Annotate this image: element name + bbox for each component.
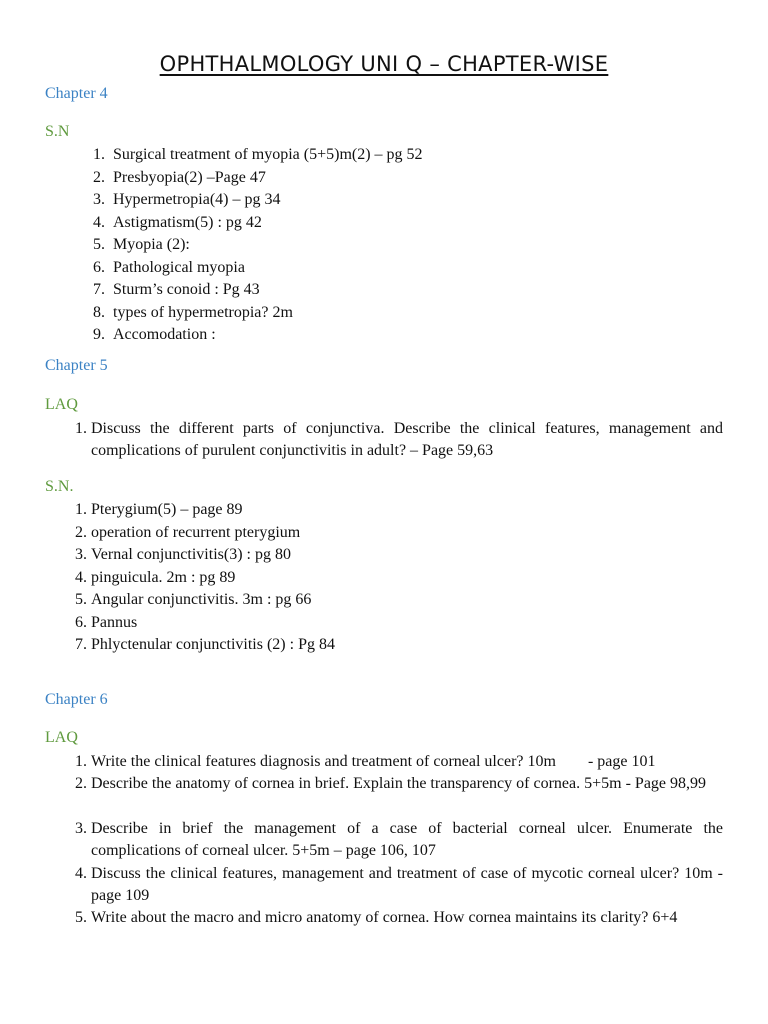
list-item: Accomodation : xyxy=(113,326,216,343)
list-number: 4. xyxy=(75,568,87,586)
list-number: 4. xyxy=(75,865,87,882)
list-number: 3. xyxy=(75,820,87,837)
list-number: 5. xyxy=(75,591,87,608)
list-item: Myopia (2): xyxy=(113,236,190,253)
list-number: 3. xyxy=(93,191,105,208)
list-item: Pannus xyxy=(91,613,138,631)
list-item: Sturm’s conoid : Pg 43 xyxy=(113,281,260,298)
list-number: 9. xyxy=(93,326,105,343)
list-item: Pathological myopia xyxy=(113,258,245,276)
list-number: 2. xyxy=(75,523,87,541)
laq-question: Discuss the different parts of conjunctiva. Describe the clinical features, management and complications of purulent conjunctivitis in adult? – Page 59,63 xyxy=(91,420,723,459)
list-item: Phlyctenular conjunctivitis (2) : Pg 84 xyxy=(91,636,335,653)
list-number: 7. xyxy=(93,281,105,298)
chapter-5-sn-label: S.N. xyxy=(45,478,74,495)
list-number: 1. xyxy=(75,420,87,437)
list-number: 5. xyxy=(93,236,105,253)
list-item: Vernal conjunctivitis(3) : pg 80 xyxy=(91,546,291,563)
list-number: 1. xyxy=(75,753,87,770)
list-item: Pterygium(5) – page 89 xyxy=(91,501,243,518)
list-number: 1. xyxy=(93,146,105,163)
list-item: Presbyopia(2) –Page 47 xyxy=(113,168,266,186)
chapter-6-laq-label: LAQ xyxy=(45,729,78,746)
page-title: OPHTHALMOLOGY UNI Q – CHAPTER-WISE xyxy=(159,52,609,76)
list-number: 1. xyxy=(75,501,87,518)
chapter-4-sn-label: S.N xyxy=(45,123,70,140)
list-item: Astigmatism(5) : pg 42 xyxy=(113,213,262,231)
list-number: 5. xyxy=(75,909,87,926)
list-number: 2. xyxy=(93,168,105,186)
list-number: 6. xyxy=(93,258,105,276)
list-number: 4. xyxy=(93,213,105,231)
laq-question: Discuss the clinical features, management and treatment of case of mycotic corneal ulcer? 10m -page 109 xyxy=(91,865,723,904)
list-number: 3. xyxy=(75,546,87,563)
chapter-6-heading: Chapter 6 xyxy=(45,691,108,708)
list-number: 7. xyxy=(75,636,87,653)
list-item: operation of recurrent pterygium xyxy=(91,523,301,541)
list-item: Surgical treatment of myopia (5+5)m(2) – pg 52 xyxy=(113,146,423,163)
chapter-5-laq-label: LAQ xyxy=(45,396,78,413)
chapter-4-heading: Chapter 4 xyxy=(45,85,108,102)
chapter-5-heading: Chapter 5 xyxy=(45,357,108,374)
list-number: 6. xyxy=(75,613,87,631)
list-number: 8. xyxy=(93,303,105,321)
laq-question: Describe in brief the management of a case of bacterial corneal ulcer. Enumerate the complications of corneal ulcer. 5+5m – page 106, 107 xyxy=(91,820,723,859)
laq-question: Write the clinical features diagnosis and treatment of corneal ulcer? 10m - page 101 xyxy=(91,753,656,770)
laq-question: Write about the macro and micro anatomy of cornea. How cornea maintains its clarity? 6+4 xyxy=(91,909,678,926)
laq-question: Describe the anatomy of cornea in brief. Explain the transparency of cornea. 5+5m - Page 98,99 xyxy=(91,775,707,792)
list-item: Hypermetropia(4) – pg 34 xyxy=(113,191,281,208)
list-item: types of hypermetropia? 2m xyxy=(113,303,293,321)
list-item: Angular conjunctivitis. 3m : pg 66 xyxy=(91,591,312,608)
list-item: pinguicula. 2m : pg 89 xyxy=(91,568,236,586)
list-number: 2. xyxy=(75,775,87,792)
